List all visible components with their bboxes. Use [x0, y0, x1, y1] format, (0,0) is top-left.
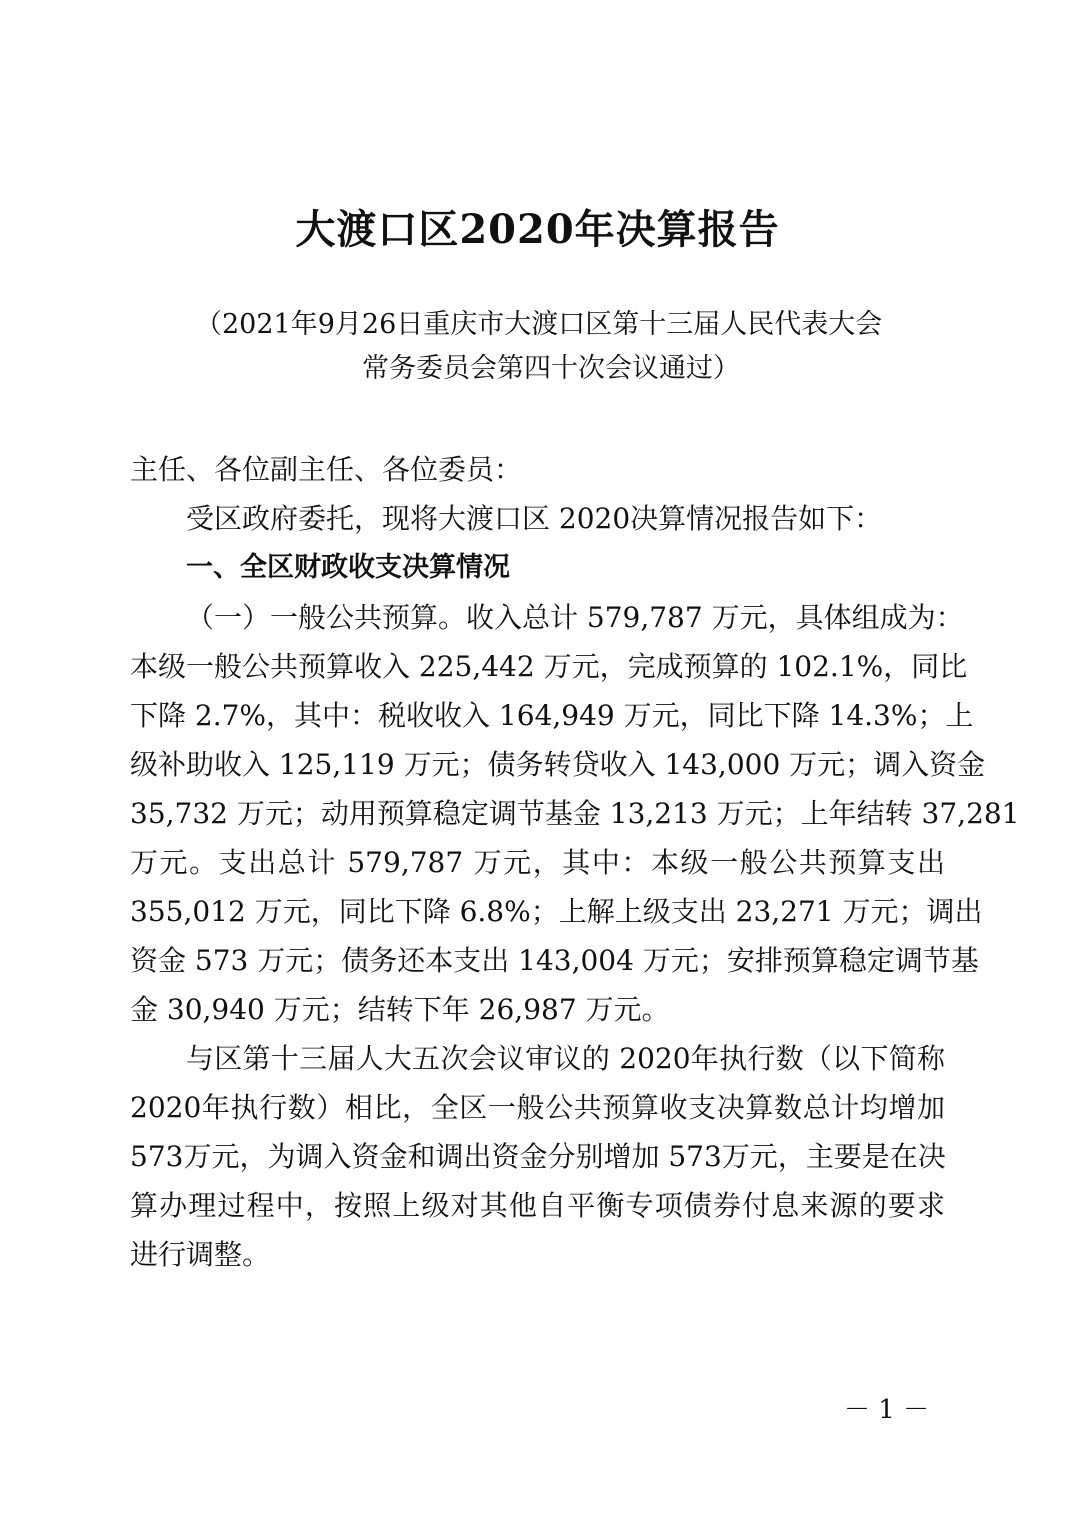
paragraph-row: 2020年执行数）相比，全区一般公共预算收支决算数总计均增加 — [130, 1091, 945, 1124]
paragraph-row: 35,732 万元；动用预算稳定调节基金 13,213 万元；上年结转 37,281 — [130, 797, 1020, 830]
paragraph-row: 级补助收入 125,119 万元；债务转贷收入 143,000 万元；调入资金 — [130, 748, 986, 781]
paragraph-row: 下降 2.7%，其中：税收收入 164,949 万元，同比下降 14.3%；上 — [130, 699, 974, 732]
page-number: － 1 － — [844, 1395, 930, 1425]
paragraph-row: 算办理过程中，按照上级对其他自平衡专项债券付息来源的要求 — [130, 1189, 945, 1222]
salutation: 主任、各位副主任、各位委员： — [130, 453, 523, 486]
paragraph-row: 本级一般公共预算收入 225,442 万元，完成预算的 102.1%，同比 — [130, 650, 968, 683]
paragraph-row: 资金 573 万元；债务还本支出 143,004 万元；安排预算稳定调节基 — [130, 944, 979, 977]
document-subtitle-line-2: 常务委员会第四十次会议通过） — [362, 353, 740, 384]
paragraph-row: 金 30,940 万元；结转下年 26,987 万元。 — [130, 993, 670, 1026]
paragraph-general-budget — [130, 593, 1020, 1034]
paragraph-row: 355,012 万元，同比下降 6.8%；上解上级支出 23,271 万元；调出 — [130, 895, 983, 928]
intro-paragraph: 受区政府委托，现将大渡口区 2020决算情况报告如下： — [186, 502, 883, 535]
paragraph-row: 进行调整。 — [130, 1238, 271, 1271]
paragraph-comparison — [130, 1034, 945, 1279]
section-heading: 一、全区财政收支决算情况 — [186, 552, 510, 583]
paragraph-row: 万元。支出总计 579,787 万元，其中：本级一般公共预算支出 — [130, 846, 945, 879]
paragraph-row: （一）一般公共预算。收入总计 579,787 万元，具体组成为： — [186, 601, 964, 634]
document-subtitle-line-1: （2021年9月26日重庆市大渡口区第十三届人民代表大会 — [195, 309, 883, 340]
paragraph-row: 与区第十三届人大五次会议审议的 2020年执行数（以下简称 — [186, 1042, 945, 1075]
paragraph-row: 573万元，为调入资金和调出资金分别增加 573万元，主要是在决 — [130, 1140, 946, 1173]
document-title: 大渡口区2020年决算报告 — [295, 206, 780, 253]
